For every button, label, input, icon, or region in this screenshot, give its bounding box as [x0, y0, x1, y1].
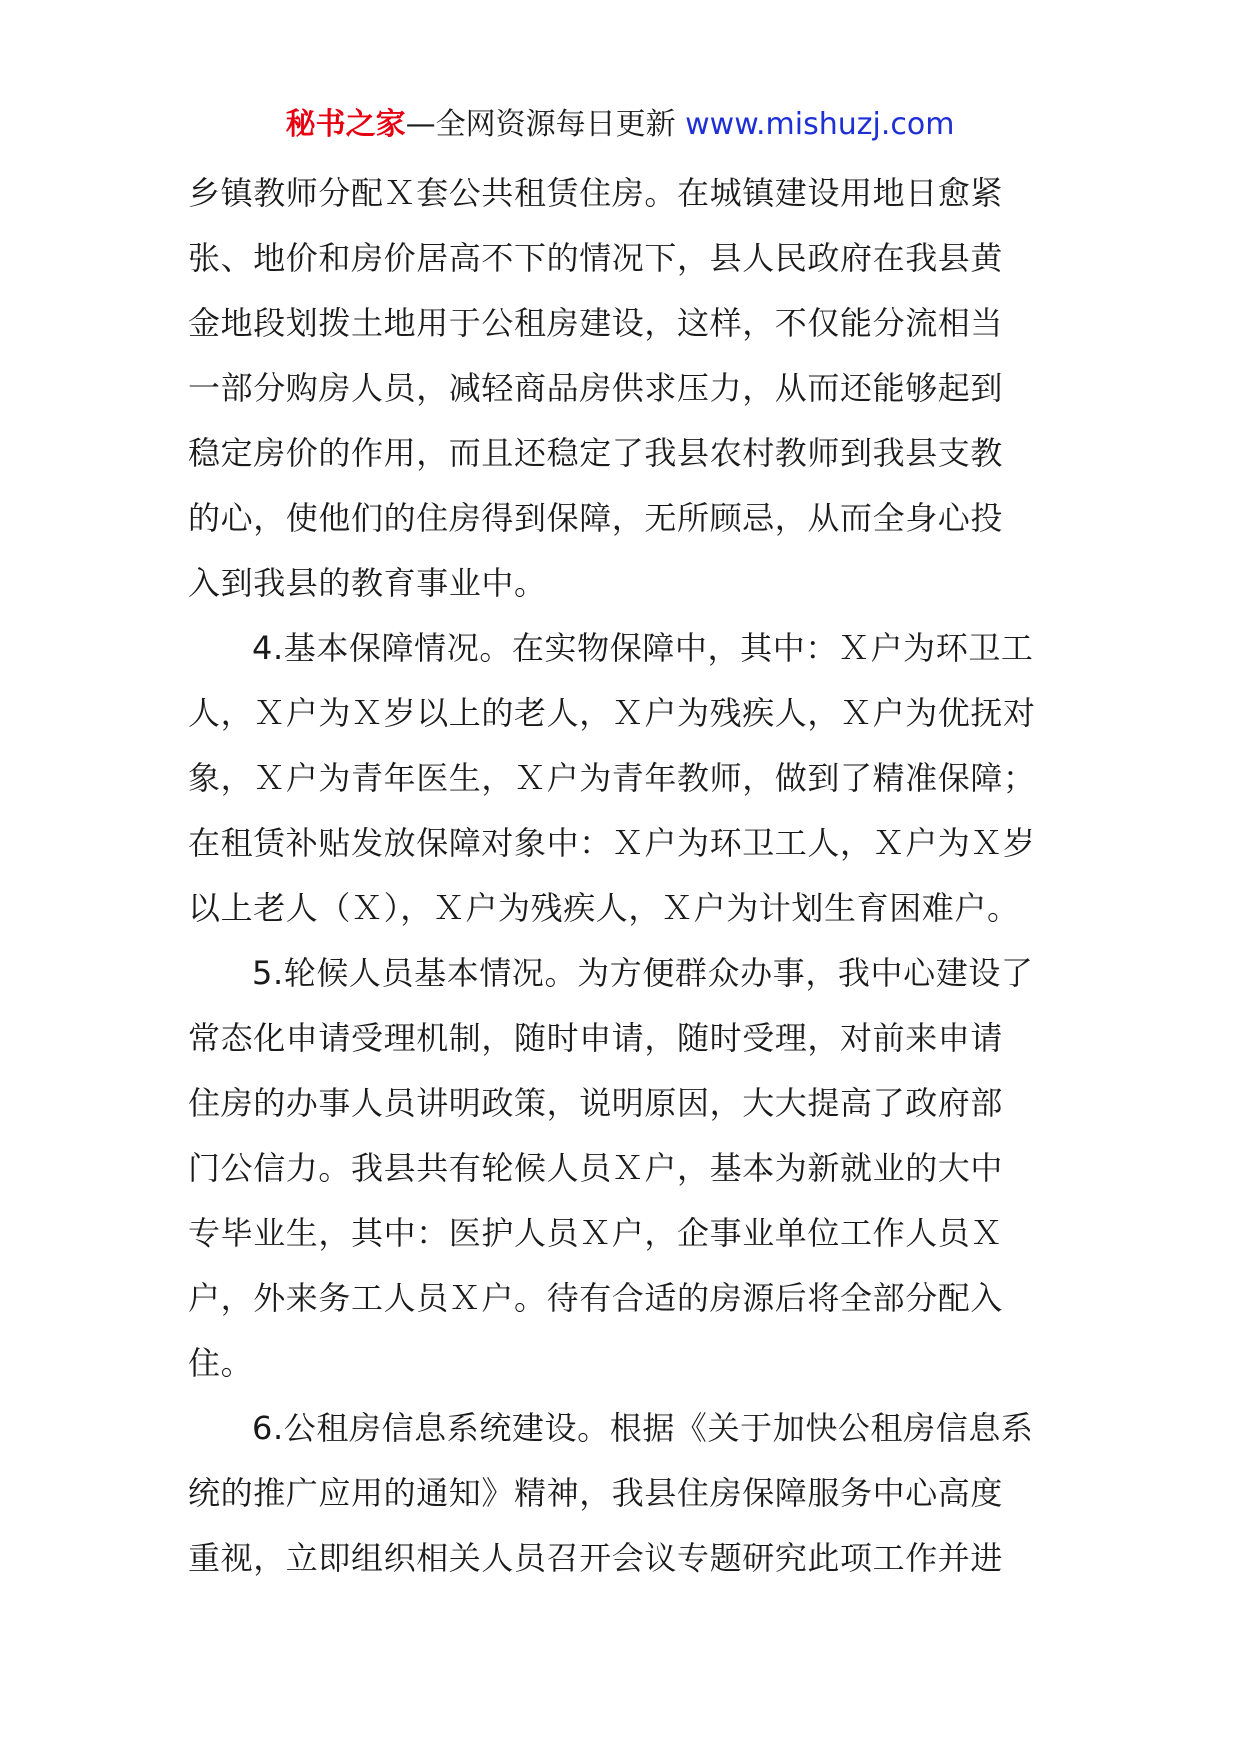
paragraph-continuation	[188, 161, 1058, 616]
text-line: 6.公租房信息系统建设。根据《关于加快公租房信息系	[252, 1409, 1034, 1447]
text-line: 入到我县的教育事业中。	[188, 564, 547, 602]
page-header	[0, 100, 1240, 150]
text-line: 人，Ｘ户为Ｘ岁以上的老人，Ｘ户为残疾人，Ｘ户为优抚对	[188, 694, 1036, 732]
document-body	[188, 161, 1058, 1591]
text-line: 住房的办事人员讲明政策，说明原因，大大提高了政府部	[188, 1084, 1004, 1122]
text-line: 一部分购房人员，减轻商品房供求压力，从而还能够起到	[188, 369, 1004, 407]
brand-name: 秘书之家	[285, 107, 406, 142]
text-line: 重视，立即组织相关人员召开会议专题研究此项工作并进	[188, 1539, 1004, 1577]
text-line: 乡镇教师分配Ｘ套公共租赁住房。在城镇建设用地日愈紧	[188, 174, 1004, 212]
text-line: 户，外来务工人员Ｘ户。待有合适的房源后将全部分配入	[188, 1279, 1004, 1317]
text-line: 以上老人（Ｘ），Ｘ户为残疾人，Ｘ户为计划生育困难户。	[188, 889, 1020, 927]
text-line: 象，Ｘ户为青年医生，Ｘ户为青年教师，做到了精准保障；	[188, 759, 1036, 797]
text-line: 统的推广应用的通知》精神，我县住房保障服务中心高度	[188, 1474, 1004, 1512]
text-line: 金地段划拨土地用于公租房建设，这样，不仅能分流相当	[188, 304, 1004, 342]
text-line: 5.轮候人员基本情况。为方便群众办事，我中心建设了	[252, 954, 1034, 992]
text-line: 的心，使他们的住房得到保障，无所顾忌，从而全身心投	[188, 499, 1004, 537]
text-line: 门公信力。我县共有轮候人员Ｘ户，基本为新就业的大中	[188, 1149, 1004, 1187]
paragraph-info-system	[188, 1396, 1058, 1591]
text-line: 4.基本保障情况。在实物保障中，其中：Ｘ户为环卫工	[252, 629, 1034, 667]
paragraph-basic-guarantee	[188, 616, 1058, 941]
text-line: 住。	[188, 1344, 254, 1382]
text-line: 常态化申请受理机制，随时申请，随时受理，对前来申请	[188, 1019, 1004, 1057]
website-link[interactable]: www.mishuzj.com	[685, 107, 955, 142]
text-line: 在租赁补贴发放保障对象中：Ｘ户为环卫工人，Ｘ户为Ｘ岁	[188, 824, 1036, 862]
paragraph-waiting-list	[188, 941, 1058, 1396]
text-line: 张、地价和房价居高不下的情况下，县人民政府在我县黄	[188, 239, 1004, 277]
text-line: 专毕业生，其中：医护人员Ｘ户，企事业单位工作人员Ｘ	[188, 1214, 1004, 1252]
header-tagline: —全网资源每日更新	[405, 107, 676, 142]
text-line: 稳定房价的作用，而且还稳定了我县农村教师到我县支教	[188, 434, 1004, 472]
